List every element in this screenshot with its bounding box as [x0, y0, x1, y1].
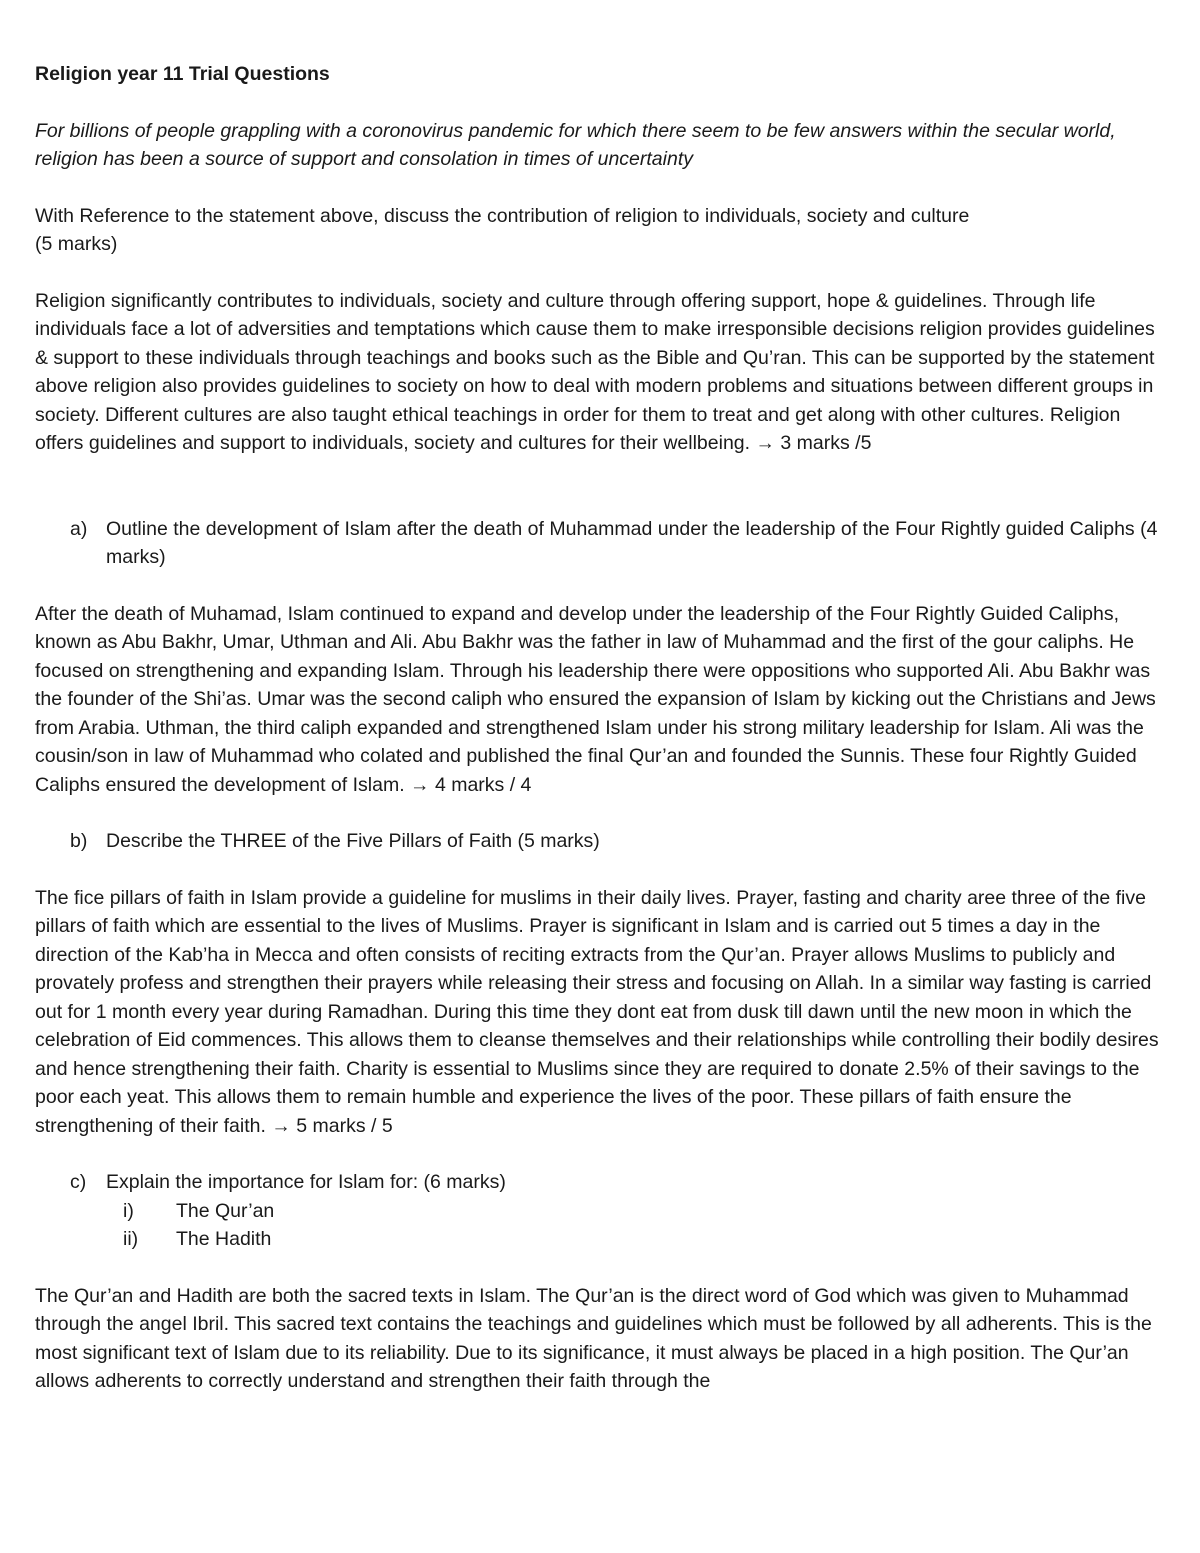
question-b [70, 827, 1170, 856]
question-1-marks: (5 marks) [35, 233, 118, 255]
document-title: Religion year 11 Trial Questions [35, 63, 330, 85]
question-b-prompt: Describe the THREE of the Five Pillars of Faith (5 marks) [106, 830, 600, 852]
question-a-label: a) [70, 517, 88, 540]
answer-1: Religion significantly contributes to individuals, society and culture through offering support, hope & guidelines. Through life individuals face a lot of adversities and temptations which cause them to make irresponsible decisions religion provides guidelines & support to these individuals through teachings and books such as the Bible and Qu’ran. This can be supported by the statement above religion also provides guidelines to society on how to deal with modern problems and situations between different groups in society. Different cultures are also taught ethical teachings in order for them to treat and get along with other cultures. Religion offers guidelines and support to individuals, society and cultures for their wellbeing. → 3 marks /5 [35, 289, 1155, 454]
question-c-prompt: Explain the importance for Islam for: (6 marks) [106, 1171, 506, 1193]
answer-a: After the death of Muhamad, Islam continued to expand and develop under the leadership of the Four Rightly Guided Caliphs, known as Abu Bakhr, Umar, Uthman and Ali. Abu Bakhr was the father in law of Muhammad and the first of the gour caliphs. He focused on strengthening and expanding Islam. Through his leadership there were oppositions who supported Ali. Abu Bakhr was the founder of the Shi’as. Umar was the second caliph who ensured the expansion of Islam by kicking out the Christians and Jews from Arabia. Uthman, the third caliph expanded and strengthened Islam under his strong military leadership for Islam. Ali was the cousin/son in law of Muhammad who colated and published the final Qur’an and founded the Sunnis. These four Rightly Guided Caliphs ensured the development of Islam. → 4 marks / 4 [35, 602, 1156, 796]
answer-b: The fice pillars of faith in Islam provide a guideline for muslims in their daily lives. Prayer, fasting and charity aree three of the five pillars of faith which are essential to the lives of Muslims. Prayer is significant in Islam and is carried out 5 times a day in the direction of the Kab’ha in Mecca and often consists of reciting extracts from the Qur’an. Prayer allows Muslims to publicly and provately profess and strengthen their prayers while releasing their stress and focusing on Allah. In a similar way fasting is carried out for 1 month every year during Ramadhan. During this time they dont eat from dusk till dawn until the new moon in which the celebration of Eid commences. This allows them to cleanse themselves and their relationships while controlling their bodily desires and hence strengthening their faith. Charity is essential to Muslims since they are required to donate 2.5% of their savings to the poor each yeat. This allows them to remain humble and experience the lives of the poor. These pillars of faith ensure the strengthening of their faith. → 5 marks / 5 [35, 886, 1159, 1137]
question-1-prompt: With Reference to the statement above, discuss the contribution of religion to individuals, society and culture [35, 204, 970, 227]
subitem-label: ii) [123, 1228, 139, 1250]
question-c-label: c) [70, 1171, 87, 1193]
subitem-text: The Hadith [176, 1228, 272, 1250]
question-b-label: b) [70, 830, 88, 852]
question-c-subitem [123, 1225, 1170, 1254]
question-a-prompt: Outline the development of Islam after the death of Muhammad under the leadership of the Four Rightly guided Caliphs (4 marks) [106, 517, 1158, 568]
question-c [70, 1168, 1170, 1197]
document-page [35, 60, 1170, 1396]
subitem-label: i) [123, 1199, 134, 1222]
stimulus-quote: For billions of people grappling with a coronovirus pandemic for which there seem to be few answers within the secular world, religion has been a source of support and consolation in times of uncertainty [35, 119, 1116, 170]
answer-c: The Qur’an and Hadith are both the sacred texts in Islam. The Qur’an is the direct word of God which was given to Muhammad through the angel Ibril. This sacred text contains the teachings and guidelines which must be followed by all adherents. This is the most significant text of Islam due to its reliability. Due to its significance, it must always be placed in a high position. The Qur’an allows adherents to correctly understand and strengthen their faith through the [35, 1284, 1152, 1392]
subitem-text: The Qur’an [176, 1199, 275, 1222]
question-c-subitem [123, 1197, 1170, 1226]
question-a [70, 515, 1170, 572]
